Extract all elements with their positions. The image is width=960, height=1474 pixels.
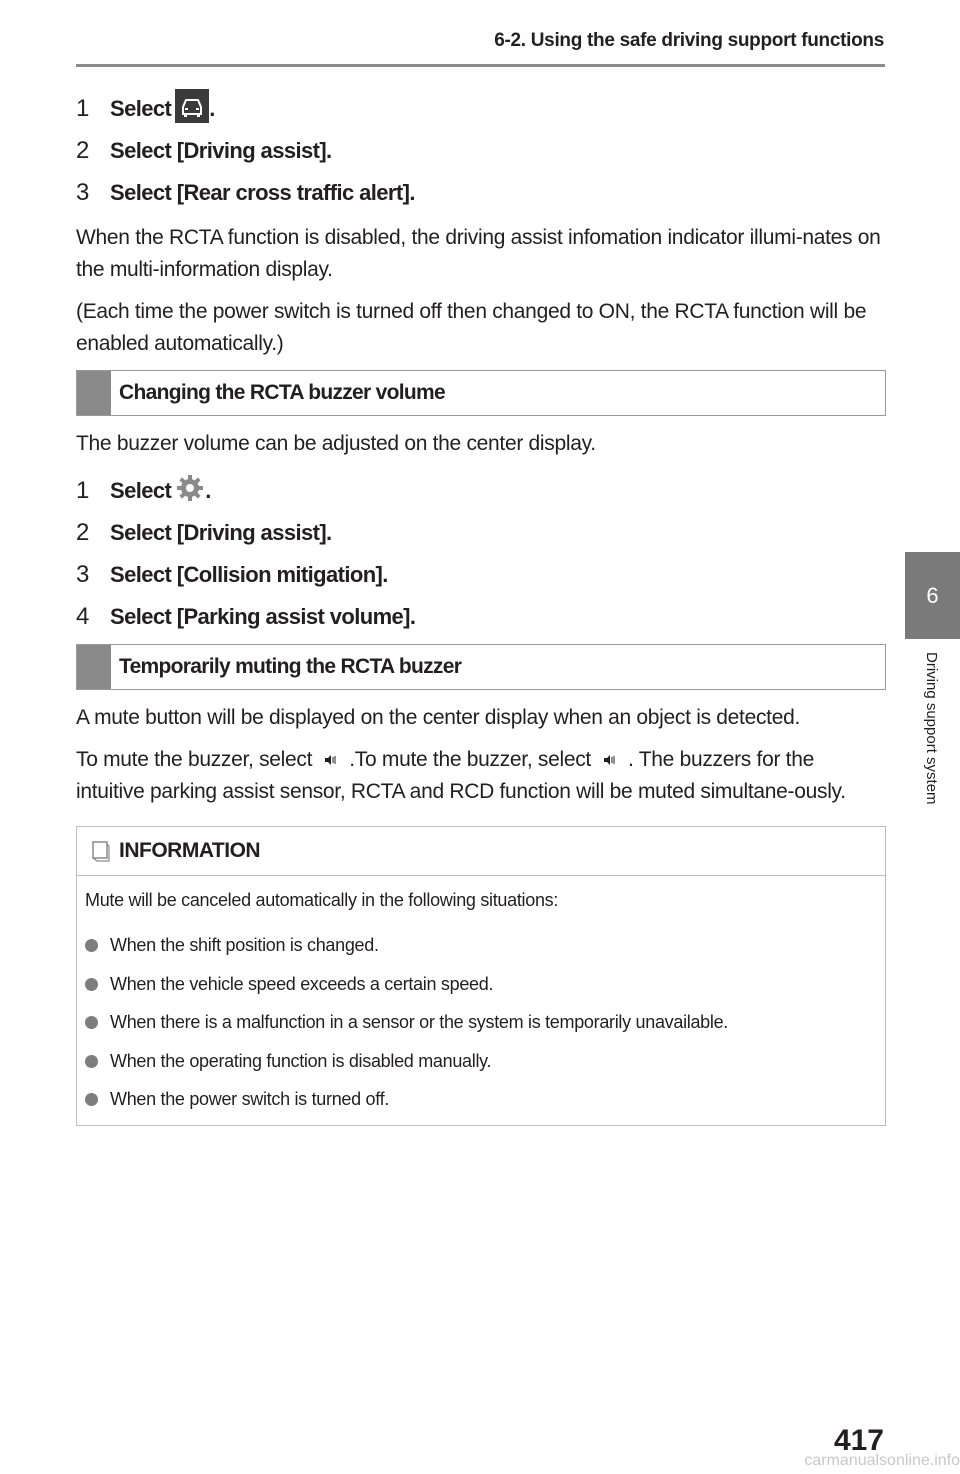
list-item	[85, 965, 877, 1004]
step-text: Select [Collision mitigation].	[110, 562, 388, 587]
step-b-2	[76, 512, 886, 554]
step-a-3	[76, 172, 886, 214]
step-number: 3	[76, 561, 89, 588]
step-text: Select [Rear cross traffic alert].	[110, 180, 415, 205]
section-header-buzzer-volume	[76, 370, 886, 416]
step-number: 3	[76, 179, 89, 206]
information-box	[76, 826, 886, 1126]
step-a-2	[76, 130, 886, 172]
chapter-tab	[905, 552, 960, 639]
step-number: 4	[76, 603, 89, 630]
information-body	[77, 876, 885, 1125]
list-item	[85, 1003, 877, 1042]
step-suffix: .	[205, 478, 211, 503]
step-a-1	[76, 88, 886, 130]
step-suffix: .	[209, 96, 215, 121]
step-text: Select [Parking assist volume].	[110, 604, 416, 629]
chapter-number: 6	[926, 582, 939, 608]
speaker-mute-icon	[597, 744, 623, 776]
step-number: 1	[76, 477, 89, 504]
information-icon	[91, 840, 111, 862]
bullet-icon	[85, 978, 98, 991]
step-number: 1	[76, 95, 89, 122]
list-item-text: When the operating function is disabled manually.	[110, 1050, 492, 1071]
bullet-icon	[85, 939, 98, 952]
header-divider	[76, 64, 885, 67]
paragraph-rcta-enabled: (Each time the power switch is turned off then changed to ON, the RCTA function will be enabled automatically.)	[76, 300, 867, 355]
information-header	[77, 827, 885, 876]
list-item-text: When there is a malfunction in a sensor or the system is temporarily unavailable.	[110, 1012, 728, 1033]
step-number: 2	[76, 137, 89, 164]
mute-text-part3: . The buzzers for the intuitive parking assist sensor, RCTA and RCD function will be muted simultane-ously.	[76, 748, 846, 804]
paragraph-rcta-disabled: When the RCTA function is disabled, the driving assist infomation indicator illumi-nates on the multi-information display.	[76, 226, 881, 281]
section-marker	[77, 645, 111, 689]
list-item-text: When the power switch is turned off.	[110, 1089, 390, 1110]
step-text: Select [Driving assist].	[110, 520, 332, 545]
step-b-1	[76, 470, 886, 512]
paragraph-mute-instructions	[76, 744, 886, 808]
mute-text-part2: .To mute the buzzer, select	[349, 748, 591, 771]
car-icon	[175, 89, 209, 129]
step-b-4	[76, 596, 886, 638]
page-content	[76, 88, 886, 1126]
paragraph-buzzer-volume: The buzzer volume can be adjusted on the center display.	[76, 432, 596, 455]
information-intro: Mute will be canceled automatically in the following situations:	[85, 890, 559, 911]
step-b-3	[76, 554, 886, 596]
paragraph-mute-button: A mute button will be displayed on the center display when an object is detected.	[76, 706, 801, 729]
page-number: 417	[833, 1424, 884, 1457]
section-title: Temporarily muting the RCTA buzzer	[119, 655, 462, 678]
step-number: 2	[76, 519, 89, 546]
header-title: 6-2. Using the safe driving support functions	[494, 30, 884, 51]
step-text: Select	[110, 478, 172, 503]
list-item-text: When the shift position is changed.	[110, 935, 379, 956]
bullet-icon	[85, 1016, 98, 1029]
step-text: Select	[110, 96, 172, 121]
section-header-muting	[76, 644, 886, 690]
watermark: carmanualsonline.info	[804, 1452, 960, 1469]
bullet-icon	[85, 1093, 98, 1106]
section-marker	[77, 371, 111, 415]
list-item	[85, 1080, 877, 1119]
bullet-icon	[85, 1055, 98, 1068]
gear-icon	[175, 473, 205, 509]
list-item-text: When the vehicle speed exceeds a certain speed.	[110, 973, 494, 994]
mute-text-part1: To mute the buzzer, select	[76, 748, 313, 771]
list-item	[85, 926, 877, 965]
section-title: Changing the RCTA buzzer volume	[119, 381, 445, 404]
speaker-mute-icon	[318, 744, 344, 776]
step-text: Select [Driving assist].	[110, 138, 332, 163]
chapter-label: Driving support system	[923, 652, 940, 805]
information-title: INFORMATION	[119, 839, 261, 863]
list-item	[85, 1042, 877, 1081]
